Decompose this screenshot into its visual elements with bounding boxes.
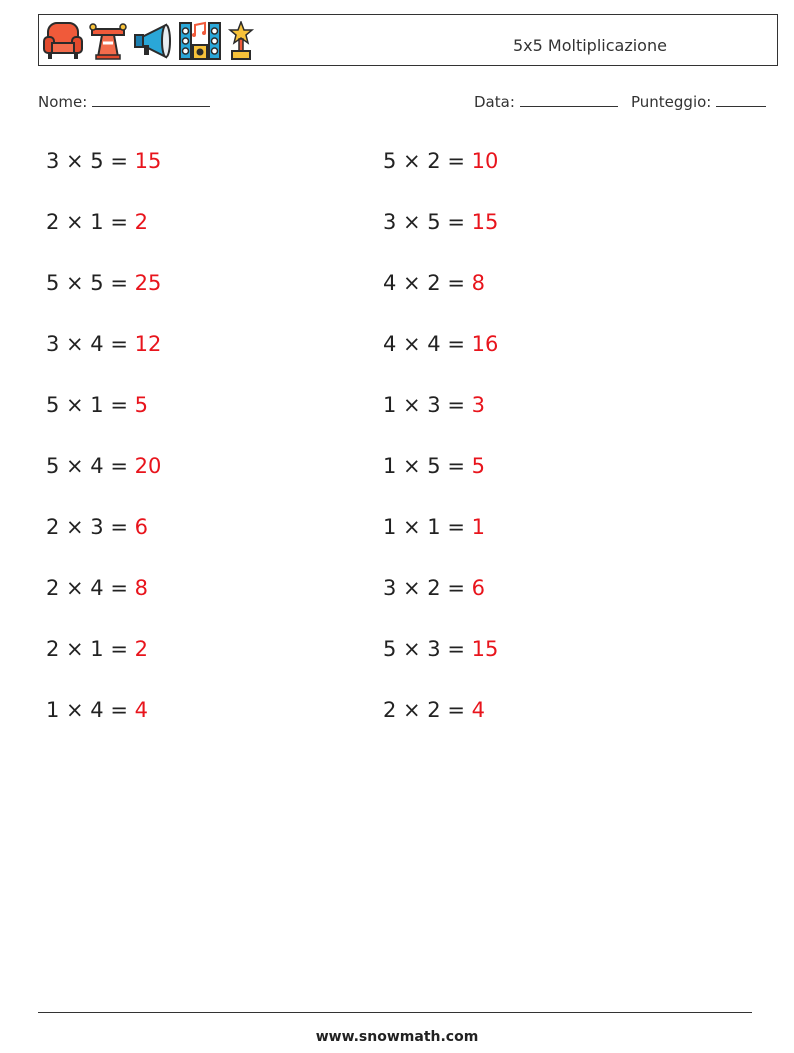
name-label: Nome:: [38, 93, 88, 111]
problem-answer: 15: [471, 637, 499, 661]
problem-answer: 8: [134, 576, 148, 600]
problem-answer: 12: [134, 332, 162, 356]
problem-question: 3 × 5 =: [46, 149, 135, 173]
date-label: Data:: [474, 93, 515, 111]
problem-2: [46, 210, 148, 234]
footer-site-link[interactable]: www.snowmath.com: [315, 1029, 479, 1045]
problem-question: 5 × 2 =: [383, 149, 472, 173]
name-blank[interactable]: [92, 94, 210, 107]
problem-question: 1 × 4 =: [46, 698, 135, 722]
problem-answer: 25: [134, 271, 162, 295]
problem-question: 5 × 1 =: [46, 393, 135, 417]
name-field[interactable]: [38, 93, 210, 111]
score-blank[interactable]: [716, 94, 766, 107]
problem-question: 1 × 5 =: [383, 454, 472, 478]
armchair-icon: [42, 21, 84, 61]
problem-question: 4 × 4 =: [383, 332, 472, 356]
megaphone-icon: [132, 21, 174, 61]
problem-answer: 3: [471, 393, 485, 417]
problem-answer: 4: [471, 698, 485, 722]
problem-answer: 5: [134, 393, 148, 417]
problem-17: [383, 515, 485, 539]
problem-18: [383, 576, 485, 600]
problem-question: 2 × 2 =: [383, 698, 472, 722]
problem-answer: 6: [134, 515, 148, 539]
problem-question: 3 × 2 =: [383, 576, 472, 600]
problem-question: 2 × 1 =: [46, 210, 135, 234]
trophy-icon: [226, 21, 256, 61]
header-icons: [42, 19, 256, 63]
problem-question: 2 × 4 =: [46, 576, 135, 600]
worksheet-title: 5x5 Moltiplicazione: [513, 36, 667, 55]
problem-6: [46, 454, 161, 478]
problem-answer: 10: [471, 149, 499, 173]
problem-question: 2 × 1 =: [46, 637, 135, 661]
problem-13: [383, 271, 485, 295]
problem-3: [46, 271, 161, 295]
problem-question: 1 × 3 =: [383, 393, 472, 417]
problem-answer: 4: [134, 698, 148, 722]
problem-10: [46, 698, 148, 722]
problem-16: [383, 454, 485, 478]
problem-question: 2 × 3 =: [46, 515, 135, 539]
problem-question: 1 × 1 =: [383, 515, 472, 539]
problem-7: [46, 515, 148, 539]
problem-answer: 2: [134, 210, 148, 234]
problem-answer: 8: [471, 271, 485, 295]
problem-5: [46, 393, 148, 417]
problem-question: 5 × 5 =: [46, 271, 135, 295]
date-blank[interactable]: [520, 94, 618, 107]
problem-question: 3 × 4 =: [46, 332, 135, 356]
problem-19: [383, 637, 498, 661]
date-field[interactable]: [474, 93, 618, 111]
problem-answer: 2: [134, 637, 148, 661]
problem-9: [46, 637, 148, 661]
speakers-icon: [178, 21, 222, 61]
problem-question: 5 × 3 =: [383, 637, 472, 661]
footer-divider: [38, 1012, 752, 1013]
score-field[interactable]: [631, 93, 766, 111]
problem-14: [383, 332, 498, 356]
problem-question: 3 × 5 =: [383, 210, 472, 234]
problem-20: [383, 698, 485, 722]
problem-question: 5 × 4 =: [46, 454, 135, 478]
problem-12: [383, 210, 498, 234]
problem-4: [46, 332, 161, 356]
problem-answer: 6: [471, 576, 485, 600]
worksheet-header: [38, 14, 778, 66]
problem-answer: 5: [471, 454, 485, 478]
score-label: Punteggio:: [631, 93, 712, 111]
problem-1: [46, 149, 161, 173]
problem-answer: 1: [471, 515, 485, 539]
problem-answer: 15: [134, 149, 162, 173]
problem-15: [383, 393, 485, 417]
problem-answer: 16: [471, 332, 499, 356]
problem-answer: 20: [134, 454, 162, 478]
problem-11: [383, 149, 498, 173]
problem-8: [46, 576, 148, 600]
problem-answer: 15: [471, 210, 499, 234]
stage-barrier-icon: [88, 21, 128, 61]
problem-question: 4 × 2 =: [383, 271, 472, 295]
